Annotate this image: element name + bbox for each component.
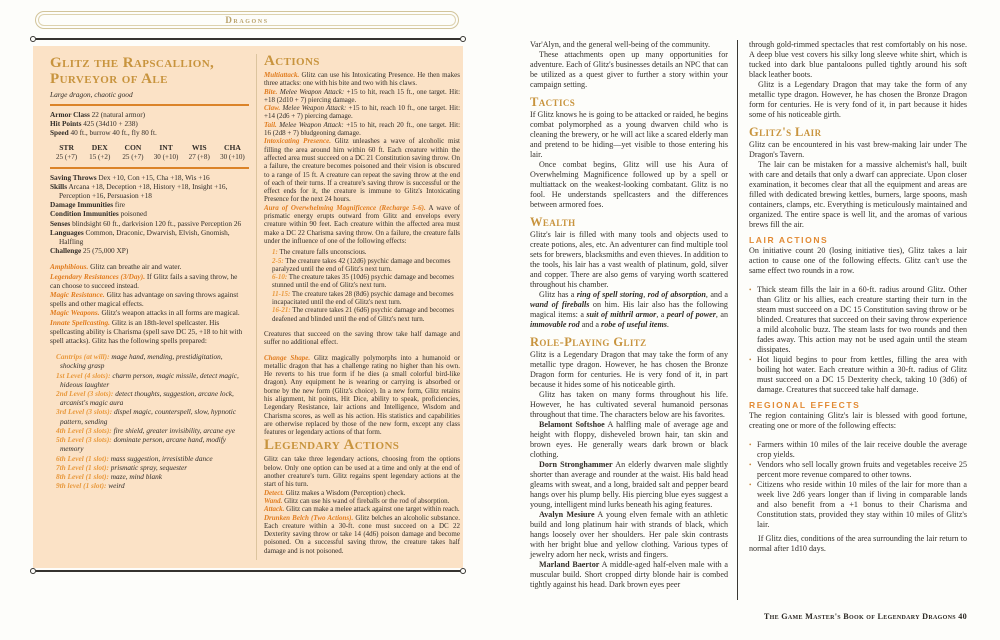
spell-line-2nd: 2nd Level (3 slots): detect thoughts, suggestion, arcane lock, arcanist's magic aura (56, 389, 234, 408)
legendary-detect: Detect. Glitz makes a Wisdom (Perception) check. (264, 488, 406, 497)
ability-header-dex: DEX (91, 142, 108, 152)
skills-line: Skills Arcana +18, Deception +18, History +18, Insight +16, Perception +16, Persuasion +18 (50, 181, 228, 201)
marland-continuation-paragraph: through gold-rimmed spectacles that rest comfortably on his nose. A deep blue vest covers his silky long sleeve white shirt, which is tucked into dark blue pantaloons pulled tightly around his soft black leather boots. (749, 40, 967, 79)
spell-line-6th: 6th Level (1 slot): mass suggestion, irresistible dance (56, 453, 213, 463)
ability-value-wis: 27 (+8) (188, 152, 210, 161)
attachments-paragraph: These attachments open up many opportunities for adventure. Each of Glitz's businesses details an NPC that can be utilized as a quest giver to further a story within your campaign setting. (530, 50, 728, 89)
stat-block-right-column (264, 52, 460, 555)
chapter-banner (35, 11, 459, 29)
ability-header-str: STR (59, 142, 74, 152)
ability-header-con: CON (124, 142, 142, 152)
rule-end-ring-icon (460, 36, 466, 42)
aura-footnote: Creatures that succeed on the saving throw take half damage and suffer no additional effect. (264, 329, 460, 347)
npc-belamont-softshoe: Belamont Softshoe A halfling male of average age and height with floppy, disheveled brown hair, tan skin and brown eyes. He generally wears dark brown or black clothing. (530, 420, 728, 459)
spell-line-cantrips: Cantrips (at will): mage hand, mending, prestidigitation, shocking grasp (56, 352, 223, 371)
ability-value-cha: 30 (+10) (220, 152, 245, 161)
community-paragraph: Var'Alyn, and the general well-being of the community. (530, 40, 711, 49)
wealth-paragraph-1: Glitz's lair is filled with many tools and objects used to create potions, ales, etc. An adventurer can find multiple tool sets for brewers, blacksmiths and even thieves. In addition to the tools, his lair has a vast wealth of platinum, gold, silver and copper. There are also gems of varying worth scattered throughout his chamber. (530, 230, 728, 289)
action-claw: Claw. Melee Weapon Attack: +15 to hit, reach 10 ft., one target. Hit: +14 (2d6 + 7) piercing damage. (264, 104, 461, 121)
aura-roll-6-10: 6-10: The creature takes 35 (10d6) psychic damage and becomes stunned until the end of Glitz's next turn. (272, 273, 455, 290)
legendary-actions-heading: Legendary Actions (264, 437, 400, 454)
challenge-line: Challenge 25 (75,000 XP) (50, 246, 129, 256)
ability-header-wis: WIS (191, 142, 207, 152)
action-bite: Bite. Melee Weapon Attack: +15 to hit, reach 15 ft., one target. Hit: +18 (2d10 + 7) piercing damage. (264, 87, 461, 104)
aura-roll-11-15: 11-15: The creature takes 28 (8d6) psychic damage and becomes incapacitated until the end of Glitz's next turn. (272, 289, 454, 307)
tactics-paragraph-2: Once combat begins, Glitz will use his Aura of Overwhelming Magnificence followed up by a spell or multiattack on the weakest-looking combatant. Glitz is no fool. He understands spellcasters and the differences between armored foes. (530, 160, 728, 209)
actions-heading: Actions (264, 53, 320, 69)
action-multiattack: Multiattack. Glitz can use his Intoxicating Presence. He then makes three attacks: one with his bite and two with his claws. (264, 71, 460, 88)
lair-paragraph-2: The lair can be mistaken for a massive alchemist's hall, built with care and details that only a dwarf can appreciate. Upon closer examination, it becomes clear that all the equipment and areas are filled with dedicated brewing kettles, burners, large spoons, mash containers, clamps, etc. Everything is meticulously maintained and organized. The entire space is well lit, and the aromas of various brews fill the air. (749, 160, 967, 229)
legendary-wand: Wand. Glitz can use his wand of fireballs or the rod of absorption. (264, 496, 450, 505)
trait-magic-weapons: Magic Weapons. Glitz's weapon attacks in all forms are magical. (50, 308, 240, 318)
trait-amphibious: Amphibious. Glitz can breathe air and water. (50, 262, 182, 272)
creature-type: Large dragon, chaotic good (50, 90, 133, 99)
wealth-heading: Wealth (530, 215, 576, 229)
regional-effect-citizens: • Citizens who reside within 10 miles of the lair for more than a week live 2d6 years longer than if living in comparable lands and also benefit from a +1 bonus to their Charisma and Constitution stats, provided they stay within 10 miles of Glitz's lair. (749, 480, 967, 530)
action-tail: Tail. Melee Weapon Attack: +15 to hit, reach 20 ft., one target. Hit: 16 (2d8 + 7) bludgeoning damage. (264, 120, 461, 138)
creature-name: Glitz the Rapscallion, Purveyor of Ale (50, 55, 215, 87)
tactics-paragraph-1: If Glitz knows he is going to be attacked or raided, he begins combat polymorphed as a young dwarven child who is cleaning the brewery, or he will act like a scared elderly man and pretend to be hiding—yet visible to those entering his lair. (530, 110, 728, 159)
ability-value-con: 25 (+7) (122, 152, 144, 161)
regional-effects-subheading: REGIONAL EFFECTS (749, 400, 861, 410)
saving-throws-line: Saving Throws Dex +10, Con +15, Cha +18, Wis +16 (50, 172, 210, 182)
trait-magic-resistance: Magic Resistance. Glitz has advantage on saving throws against spells and other magical effects. (50, 290, 239, 309)
legendary-attack: Attack. Glitz can make a melee attack against one target within reach. (264, 505, 460, 514)
spell-line-7th: 7th Level (1 slot): prismatic spray, sequester (56, 462, 188, 472)
legendary-drunken-belch: Drunken Belch (Two Actions). Glitz belches an alcoholic substance. Each creature within a 30-ft. cone must succeed on a DC 22 Dexterity saving throw or take 14 (4d6) poison damage and become poisoned. On a successful saving throw, the creature takes half damage and is not poisoned. (264, 513, 460, 555)
regional-effects-intro: The region containing Glitz's lair is blessed with good fortune, creating one or more of the following effects: (749, 411, 967, 430)
spell-line-9th: 9th level (1 slot): weird (56, 481, 125, 491)
legendary-dragon-paragraph: Glitz is a Legendary Dragon that may take the form of any metallic type dragon. However, he has chosen the Bronze Dragon form for centuries. He is very fond of it, in part because it hides some of his noticeable girth. (749, 80, 967, 119)
rule-end-ring-icon (30, 568, 36, 574)
aura-roll-2-5: 2-5: The creature takes 42 (12d6) psychic damage and becomes paralyzed until the end of Glitz's next turn. (272, 256, 451, 273)
action-intoxicating-presence: Intoxicating Presence. Glitz unleashes a wave of alcoholic mist filling the area around him within 60 ft. Each creature within the affected area must succeed on a DC 21 Constitution saving throw. On a failure, the creature becomes poisoned and their vision is obscured to a range of 15 ft. A creature can repeat the saving throw at the end of each of their turns. If a creature's saving throw is successful or the effect ends for it, the creature is immune to Glitz's Intoxicating Presence for the next 24 hours. (264, 137, 460, 204)
chapter-banner-label: Dragons (225, 15, 269, 25)
lair-actions-intro: On initiative count 20 (losing initiative ties), Glitz takes a lair action to cause one of the following effects. Glitz can't use the same effect two rounds in a row. (749, 246, 967, 275)
bottom-rule (36, 570, 460, 572)
regional-effect-farmers: • Farmers within 10 miles of the lair receive double the average crop yields. (749, 440, 967, 460)
role-playing-paragraph-1: Glitz is a Legendary Dragon that may take the form of any metallic type dragon. However, he has chosen the Bronze Dragon form for centuries. He is very fond of it, in part because it hides some of his noticeable girth. (530, 350, 728, 389)
stat-block (33, 46, 463, 568)
ability-value-str: 25 (+7) (56, 152, 78, 161)
page-footer: The Game Master's Book of Legendary Dragons 40 (763, 612, 967, 621)
chapter-banner-inner (38, 14, 456, 26)
senses-line: Senses blindsight 60 ft., darkvision 120 ft., passive Perception 26 (50, 218, 242, 228)
lair-paragraph-1: Glitz can be encountered in his vast brew-making lair under The Dragon's Tavern. (749, 140, 967, 159)
glitz-dies-paragraph: If Glitz dies, conditions of the area surrounding the lair return to normal after 1d10 days. (749, 534, 967, 553)
speed-line: Speed 40 ft., burrow 40 ft., fly 80 ft. (50, 128, 157, 138)
stat-block-left-column (50, 55, 249, 490)
trait-innate-spellcasting: Innate Spellcasting. Glitz is an 18th-level spellcaster. His spellcasting ability is Charisma (spell save DC 25, +18 to hit with spell attacks). Glitz has the following spells prepared: (50, 317, 243, 346)
npc-marland-baertor: Marland Baertor A middle-aged half-elven male with a muscular build. Short cropped dirty blonde hair is combed tightly against his head. Dark brown eyes peer (530, 560, 728, 589)
rule-end-ring-icon (460, 568, 466, 574)
spell-line-1st: 1st Level (4 slots): charm person, magic missile, detect magic, hideous laughter (56, 370, 239, 389)
traits-section (50, 262, 249, 345)
wealth-paragraph-2: Glitz has a ring of spell storing, rod of absorption, and a wand of fireballs on him. His lair also has the following magical items: a suit of mithril armor, a pearl of power, an immovable rod and a robe of useful items. (530, 290, 728, 329)
regional-effect-vendors: • Vendors who sell locally grown fruits and vegetables receive 25 percent more revenue compared to other towns. (749, 460, 967, 480)
hit-points-line: Hit Points 425 (34d10 + 238) (50, 119, 138, 129)
lair-actions-subheading: LAIR ACTIONS (749, 235, 829, 245)
right-page-column-2 (749, 40, 967, 554)
glitzs-lair-heading: Glitz's Lair (749, 125, 822, 139)
aura-roll-16-21: 16-21: The creature takes 21 (6d6) psychic damage and becomes deafened and blinded until the end of Glitz's next turn. (272, 306, 455, 323)
stat-block-column-divider (256, 54, 257, 560)
action-change-shape: Change Shape. Glitz magically polymorphs into a humanoid or metallic dragon that has a challenge rating no higher than his own. He reverts to his true form if he dies (a small colorful bird-like dragon). Any equipment he is wearing or carrying is absorbed or borne by the new form (Glitz's choice). In a new form, Glitz retains his alignment, hit points, Hit Dice, ability to speak, proficiencies, Legendary Resistance, lair actions and Intelligence, Wisdom and Charisma scores, as well as his action. His statistics and capabilities are otherwise replaced by those of the new form, except any class features or legendary actions of that form. (264, 353, 460, 437)
right-page-column-1 (530, 40, 728, 590)
spell-line-3rd: 3rd Level (3 slots): dispel magic, counterspell, slow, hypnotic pattern, sending (56, 407, 237, 426)
aura-roll-table (272, 248, 460, 323)
ability-header-cha: CHA (223, 142, 241, 152)
role-playing-heading: Role-Playing Glitz (530, 335, 647, 349)
languages-line: Languages Common, Draconic, Dwarvish, Elvish, Gnomish, Halfling (50, 227, 230, 247)
spell-list (50, 352, 249, 490)
lair-actions-list (749, 285, 967, 395)
right-page-column-divider (737, 40, 738, 600)
ability-scores-table (50, 143, 249, 162)
action-aura-overwhelming-magnificence: Aura of Overwhelming Magnificence (Recharge 5-6). A wave of prismatic energy erupts outward from Glitz and envelops every creature within 90 feet. Each creature within the affected area must make a DC 22 Charisma saving throw. On a failure, the creature falls under the influence of one of the following effects: (264, 203, 460, 245)
ability-value-int: 30 (+10) (153, 152, 179, 161)
npc-avalyn-mesiure: Avalyn Mesiure A young elven female with an athletic build and long platinum hair with strands of black, which hangs loosely over her shoulders. Her pale skin contrasts with her bright blue and yellow clothing. Various types of jewelry adorn her neck, wrists and fingers. (530, 510, 729, 559)
legendary-actions-intro: Glitz can take three legendary actions, choosing from the options below. Only one option can be used at a time and only at the end of another creature's turn. Glitz regains spent legendary actions at the start of his turn. (264, 455, 460, 489)
armor-class-line: Armor Class 22 (natural armor) (50, 110, 146, 119)
aura-roll-1: 1: The creature falls unconscious. (272, 248, 367, 257)
role-playing-paragraph-2: Glitz has taken on many forms throughout his life. However, he has cultivated several humanoid personas throughout that time. The characters below are his favorites. (530, 390, 728, 419)
orange-divider (50, 104, 249, 106)
lair-action-steam: • Thick steam fills the lair in a 60-ft. radius around Glitz. Other than Glitz or his allies, each creature starting their turn in the steam must succeed on a DC 15 Constitution saving throw or be blinded. Creatures that succeed on their saving throw experience a mild alcoholic buzz. The steam lasts for two rounds and then fades away. This action may not be used again until the steam dissipates. (749, 285, 967, 355)
orange-divider (50, 167, 249, 169)
damage-immunities-line: Damage Immunities fire (50, 200, 126, 210)
lair-action-hot-liquid: • Hot liquid begins to pour from kettles, filling the area with boiling hot water. Each creature within a 30-ft. radius of Glitz must succeed on a DC 15 Dexterity check, taking 10 (3d6) of damage. Creatures that succeed take half damage. (749, 355, 967, 395)
npc-dorn-stronghammer: Dorn Stronghammer An elderly dwarven male slightly shorter than average and rounder at the waist. His bald head gleams with sweat, and a long, braided salt and pepper beard hangs over his plump belly. His piercing blue eyes suggest a young, intelligent mind lurks beneath his aging features. (530, 460, 728, 509)
trait-legendary-resistances: Legendary Resistances (3/Day). If Glitz fails a saving throw, he can choose to succeed instead. (50, 271, 238, 290)
spell-line-5th: 5th Level (3 slots): dominate person, arcane hand, modify memory (56, 435, 226, 454)
tactics-heading: Tactics (530, 95, 576, 109)
ability-header-int: INT (159, 142, 173, 152)
condition-immunities-line: Condition Immunities poisoned (50, 209, 147, 219)
spell-line-8th: 8th Level (1 slot): maze, mind blank (56, 471, 162, 481)
ability-value-dex: 15 (+2) (89, 152, 111, 161)
regional-effects-list (749, 440, 967, 530)
top-rule (36, 38, 460, 40)
spell-line-4th: 4th Level (3 slots): fire shield, greater invisibility, arcane eye (56, 425, 235, 435)
rule-end-ring-icon (30, 36, 36, 42)
